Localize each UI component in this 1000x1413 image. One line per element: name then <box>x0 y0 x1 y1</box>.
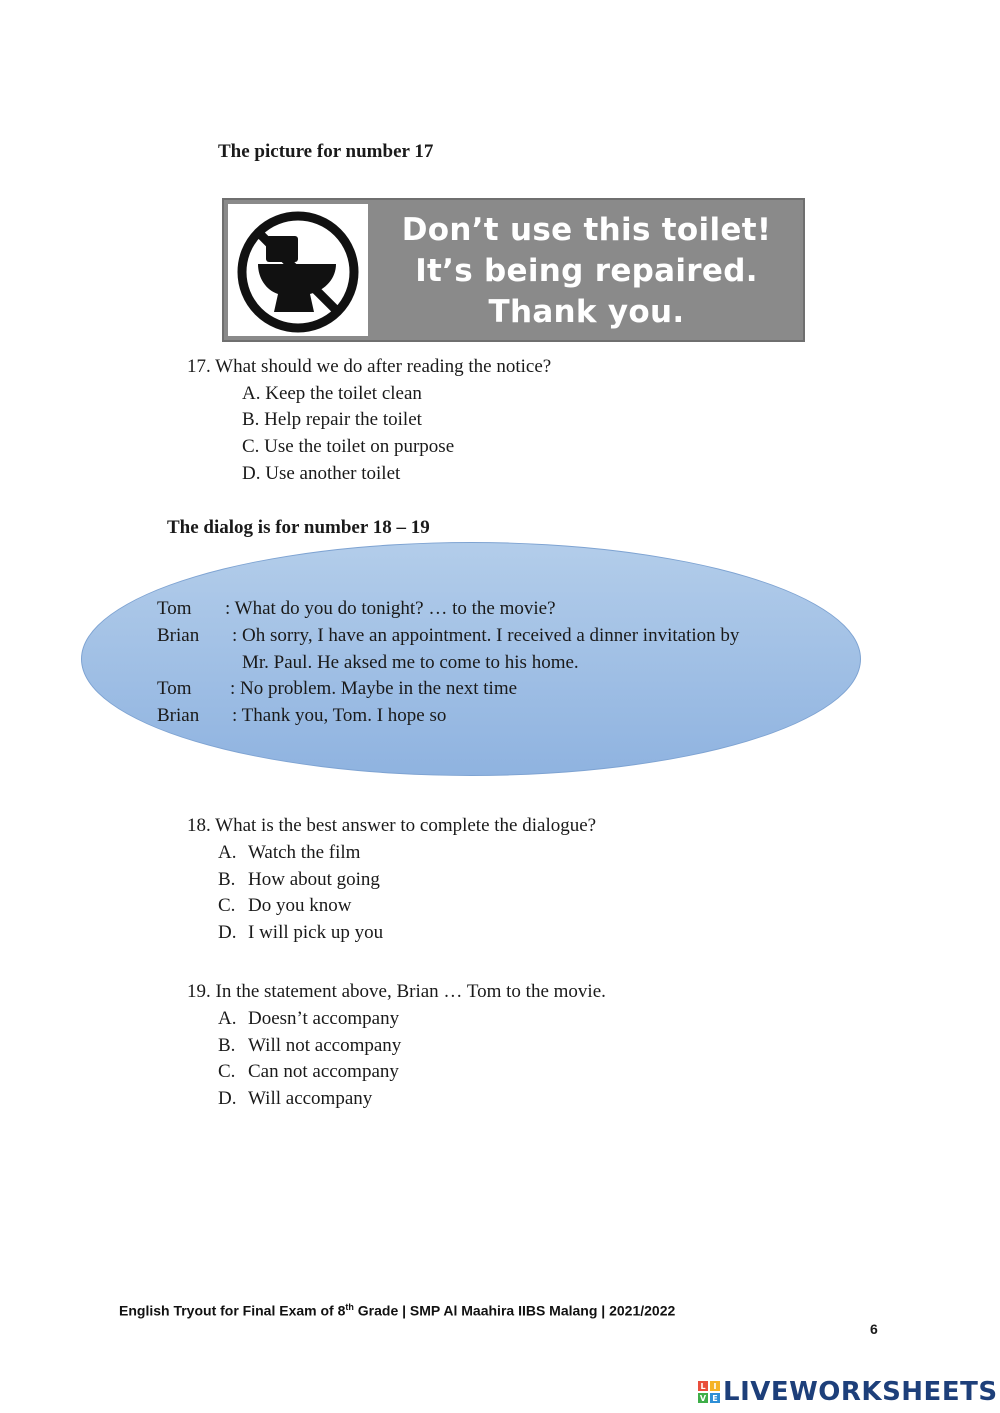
option-letter: D. <box>218 1088 237 1109</box>
option-19-d[interactable] <box>218 1088 372 1110</box>
dialog-text: : Oh sorry, I have an appointment. I received a dinner invitation by <box>232 625 740 646</box>
option-letter: D. <box>218 922 237 943</box>
option-17-d[interactable]: D. Use another toilet <box>242 463 401 484</box>
dialog-text: : No problem. Maybe in the next time <box>230 678 518 699</box>
option-text: Can not accompany <box>248 1061 399 1082</box>
picture-17-heading: The picture for number 17 <box>218 141 434 162</box>
option-letter: A. <box>218 842 237 863</box>
dialog-text: : Thank you, Tom. I hope so <box>232 705 447 726</box>
option-text: Doesn’t accompany <box>248 1008 400 1029</box>
question-17: 17. What should we do after reading the notice? <box>187 356 552 377</box>
option-19-b[interactable] <box>218 1035 401 1057</box>
option-17-a[interactable]: A. Keep the toilet clean <box>242 383 422 404</box>
notice-line: It’s being repaired. <box>415 253 758 289</box>
brand-name: LIVEWORKSHEETS <box>723 1377 998 1407</box>
footer-text-rest: Grade | SMP Al Maahira IIBS Malang | 2021/2022 <box>353 1302 676 1319</box>
notice-sign <box>222 198 805 342</box>
page-number: 6 <box>870 1321 878 1337</box>
option-18-d[interactable] <box>218 922 383 944</box>
dialog-line <box>157 595 556 622</box>
tile-letter: V <box>699 1394 707 1403</box>
option-letter: B. <box>218 1035 236 1056</box>
option-text: Do you know <box>248 895 352 916</box>
liveworksheets-logo[interactable] <box>698 1374 998 1410</box>
option-text: Watch the film <box>248 842 361 863</box>
dialog-text: : What do you do tonight? … to the movie? <box>225 598 556 619</box>
option-letter: A. <box>218 1008 237 1029</box>
option-19-c[interactable] <box>218 1061 399 1083</box>
dialog-speaker: Brian <box>157 625 200 646</box>
option-18-c[interactable] <box>218 895 351 917</box>
dialog-heading: The dialog is for number 18 – 19 <box>167 517 430 538</box>
option-letter: C. <box>218 1061 236 1082</box>
dialog-speaker: Brian <box>157 705 200 726</box>
question-19: 19. In the statement above, Brian … Tom to the movie. <box>187 981 606 1002</box>
footer-text-main: English Tryout for Final Exam of 8 <box>119 1302 346 1319</box>
notice-line: Don’t use this toilet! <box>401 212 772 248</box>
option-text: Will not accompany <box>248 1035 402 1056</box>
option-letter: B. <box>218 869 236 890</box>
tile-letter: E <box>712 1394 718 1403</box>
liveworksheets-tiles-icon <box>698 1381 720 1403</box>
tile-letter: L <box>700 1382 706 1391</box>
option-17-b[interactable]: B. Help repair the toilet <box>242 409 422 430</box>
option-18-a[interactable] <box>218 842 360 864</box>
notice-line: Thank you. <box>488 294 685 330</box>
dialog-line <box>157 675 517 702</box>
dialog-speaker: Tom <box>157 598 192 619</box>
footer-text <box>119 1302 675 1319</box>
notice-text <box>374 210 799 333</box>
dialog-line <box>242 649 579 676</box>
tile-letter: I <box>713 1382 717 1391</box>
option-letter: C. <box>218 895 236 916</box>
dialog-text: Mr. Paul. He aksed me to come to his home. <box>242 652 579 673</box>
option-19-a[interactable] <box>218 1008 399 1030</box>
option-text: I will pick up you <box>248 922 384 943</box>
question-18: 18. What is the best answer to complete the dialogue? <box>187 815 597 836</box>
option-text: Will accompany <box>248 1088 373 1109</box>
dialog-line <box>157 622 739 649</box>
option-text: How about going <box>248 869 380 890</box>
dialog-speaker: Tom <box>157 678 192 699</box>
option-18-b[interactable] <box>218 869 380 891</box>
footer-superscript: th <box>345 1302 354 1312</box>
no-toilet-icon <box>228 204 368 336</box>
dialog-line <box>157 702 446 729</box>
option-17-c[interactable]: C. Use the toilet on purpose <box>242 436 455 457</box>
